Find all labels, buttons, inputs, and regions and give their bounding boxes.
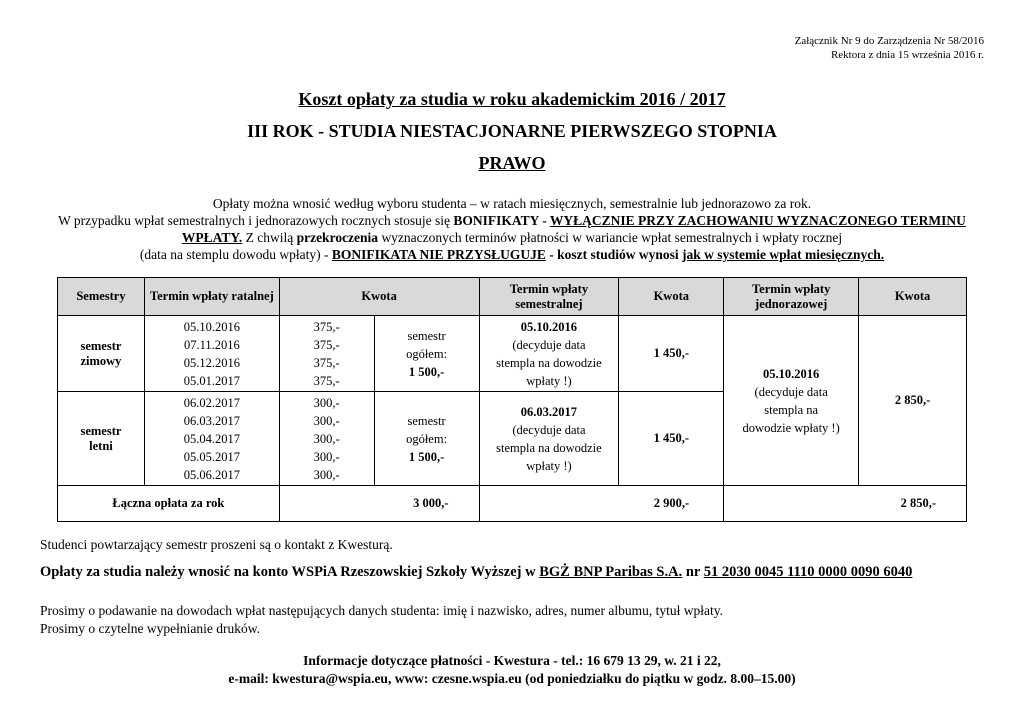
summer-label: semestr letni [58,392,145,486]
totals-monthly: 3 000,- [279,486,479,522]
table-row-winter [58,316,967,392]
winter-total: semestr ogółem: 1 500,- [374,316,479,392]
winter-semester-amount: 1 450,- [619,316,724,392]
contact-footer [0,652,1024,688]
repeat-students-note: Studenci powtarzający semestr proszeni są o kontakt z Kwesturą. [40,537,393,552]
header-kwota-semestralna: Kwota [619,278,724,316]
table-header-row [58,278,967,316]
header-termin-ratalnej: Termin wpłaty ratalnej [144,278,279,316]
payment-data-note: Prosimy o podawanie na dowodach wpłat następujących danych studenta: imię i nazwisko, adres, numer albumu, tytuł wpłaty. [40,603,723,618]
header-termin-semestralnej: Termin wpłaty semestralnej [479,278,619,316]
summer-dates: 06.02.2017 06.03.2017 05.04.2017 05.05.2017 05.06.2017 [144,392,279,486]
yearly-amount: 2 850,- [859,316,967,486]
annex-line-2: Rektora z dnia 15 września 2016 r. [830,49,984,61]
header-termin-jednorazowej: Termin wpłaty jednorazowej [724,278,859,316]
winter-dates: 05.10.2016 07.11.2016 05.12.2016 05.01.2017 [144,316,279,392]
major-name: PRAWO [478,153,546,173]
summer-semester-amount: 1 450,- [619,392,724,486]
header-semestry: Semestry [58,278,145,316]
annex-line-1: Załącznik Nr 9 do Zarządzenia Nr 58/2016 [794,35,984,47]
annex-note [795,34,984,62]
yearly-date: 05.10.2016 (decyduje data stempla na dowodzie wpłaty !) [724,316,859,486]
summer-amounts: 300,- 300,- 300,- 300,- 300,- [279,392,374,486]
winter-amounts: 375,- 375,- 375,- 375,- [279,316,374,392]
bank-account-info: Opłaty za studia należy wnosić na konto WSPiA Rzeszowskiej Szkoły Wyższej w BGŻ BNP Paribas S.A. nr 51 2030 0045 1110 0000 0090 6040 [40,564,913,580]
contact-line-2: e-mail: kwestura@wspia.eu, www: czesne.wspia.eu (od poniedziałku do piątku w godz. 8.00–15.00) [228,671,796,686]
document-title: Koszt opłaty za studia w roku akademickim 2016 / 2017 [298,89,726,109]
intro-text [40,195,984,263]
winter-semester-date: 05.10.2016 (decyduje data stempla na dowodzie wpłaty !) [479,316,619,392]
totals-semester: 2 900,- [479,486,724,522]
intro-line-2: W przypadku wpłat semestralnych i jednorazowych rocznych stosuje się BONIFIKATY - WYŁĄCZNIE PRZY ZACHOWANIU WYZNACZONEGO TERMINU WPŁATY. Z chwilą przekroczenia wyznaczonych terminów płatności w wariancie wpłat semestralnych i wpłaty rocznej [58,213,966,245]
document-subtitle: III ROK - STUDIA NIESTACJONARNE PIERWSZEGO STOPNIA [247,121,777,141]
totals-yearly: 2 850,- [724,486,967,522]
summer-semester-date: 06.03.2017 (decyduje data stempla na dowodzie wpłaty !) [479,392,619,486]
fees-table [57,277,967,522]
contact-line-1: Informacje dotyczące płatności - Kwestura - tel.: 16 679 13 29, w. 21 i 22, [303,653,721,668]
summer-total: semestr ogółem: 1 500,- [374,392,479,486]
table-row-totals [58,486,967,522]
legibility-note: Prosimy o czytelne wypełnianie druków. [40,621,260,636]
winter-label: semestr zimowy [58,316,145,392]
header-kwota-ratalna: Kwota [279,278,479,316]
intro-line-3: (data na stemplu dowodu wpłaty) - BONIFIKATA NIE PRZYSŁUGUJE - koszt studiów wynosi jak w systemie wpłat miesięcznych. [139,247,885,262]
totals-label: Łączna opłata za rok [58,486,280,522]
intro-line-1: Opłaty można wnosić według wyboru studenta – w ratach miesięcznych, semestralnie lub jednorazowo za rok. [212,196,812,211]
header-kwota-jednorazowa: Kwota [859,278,967,316]
